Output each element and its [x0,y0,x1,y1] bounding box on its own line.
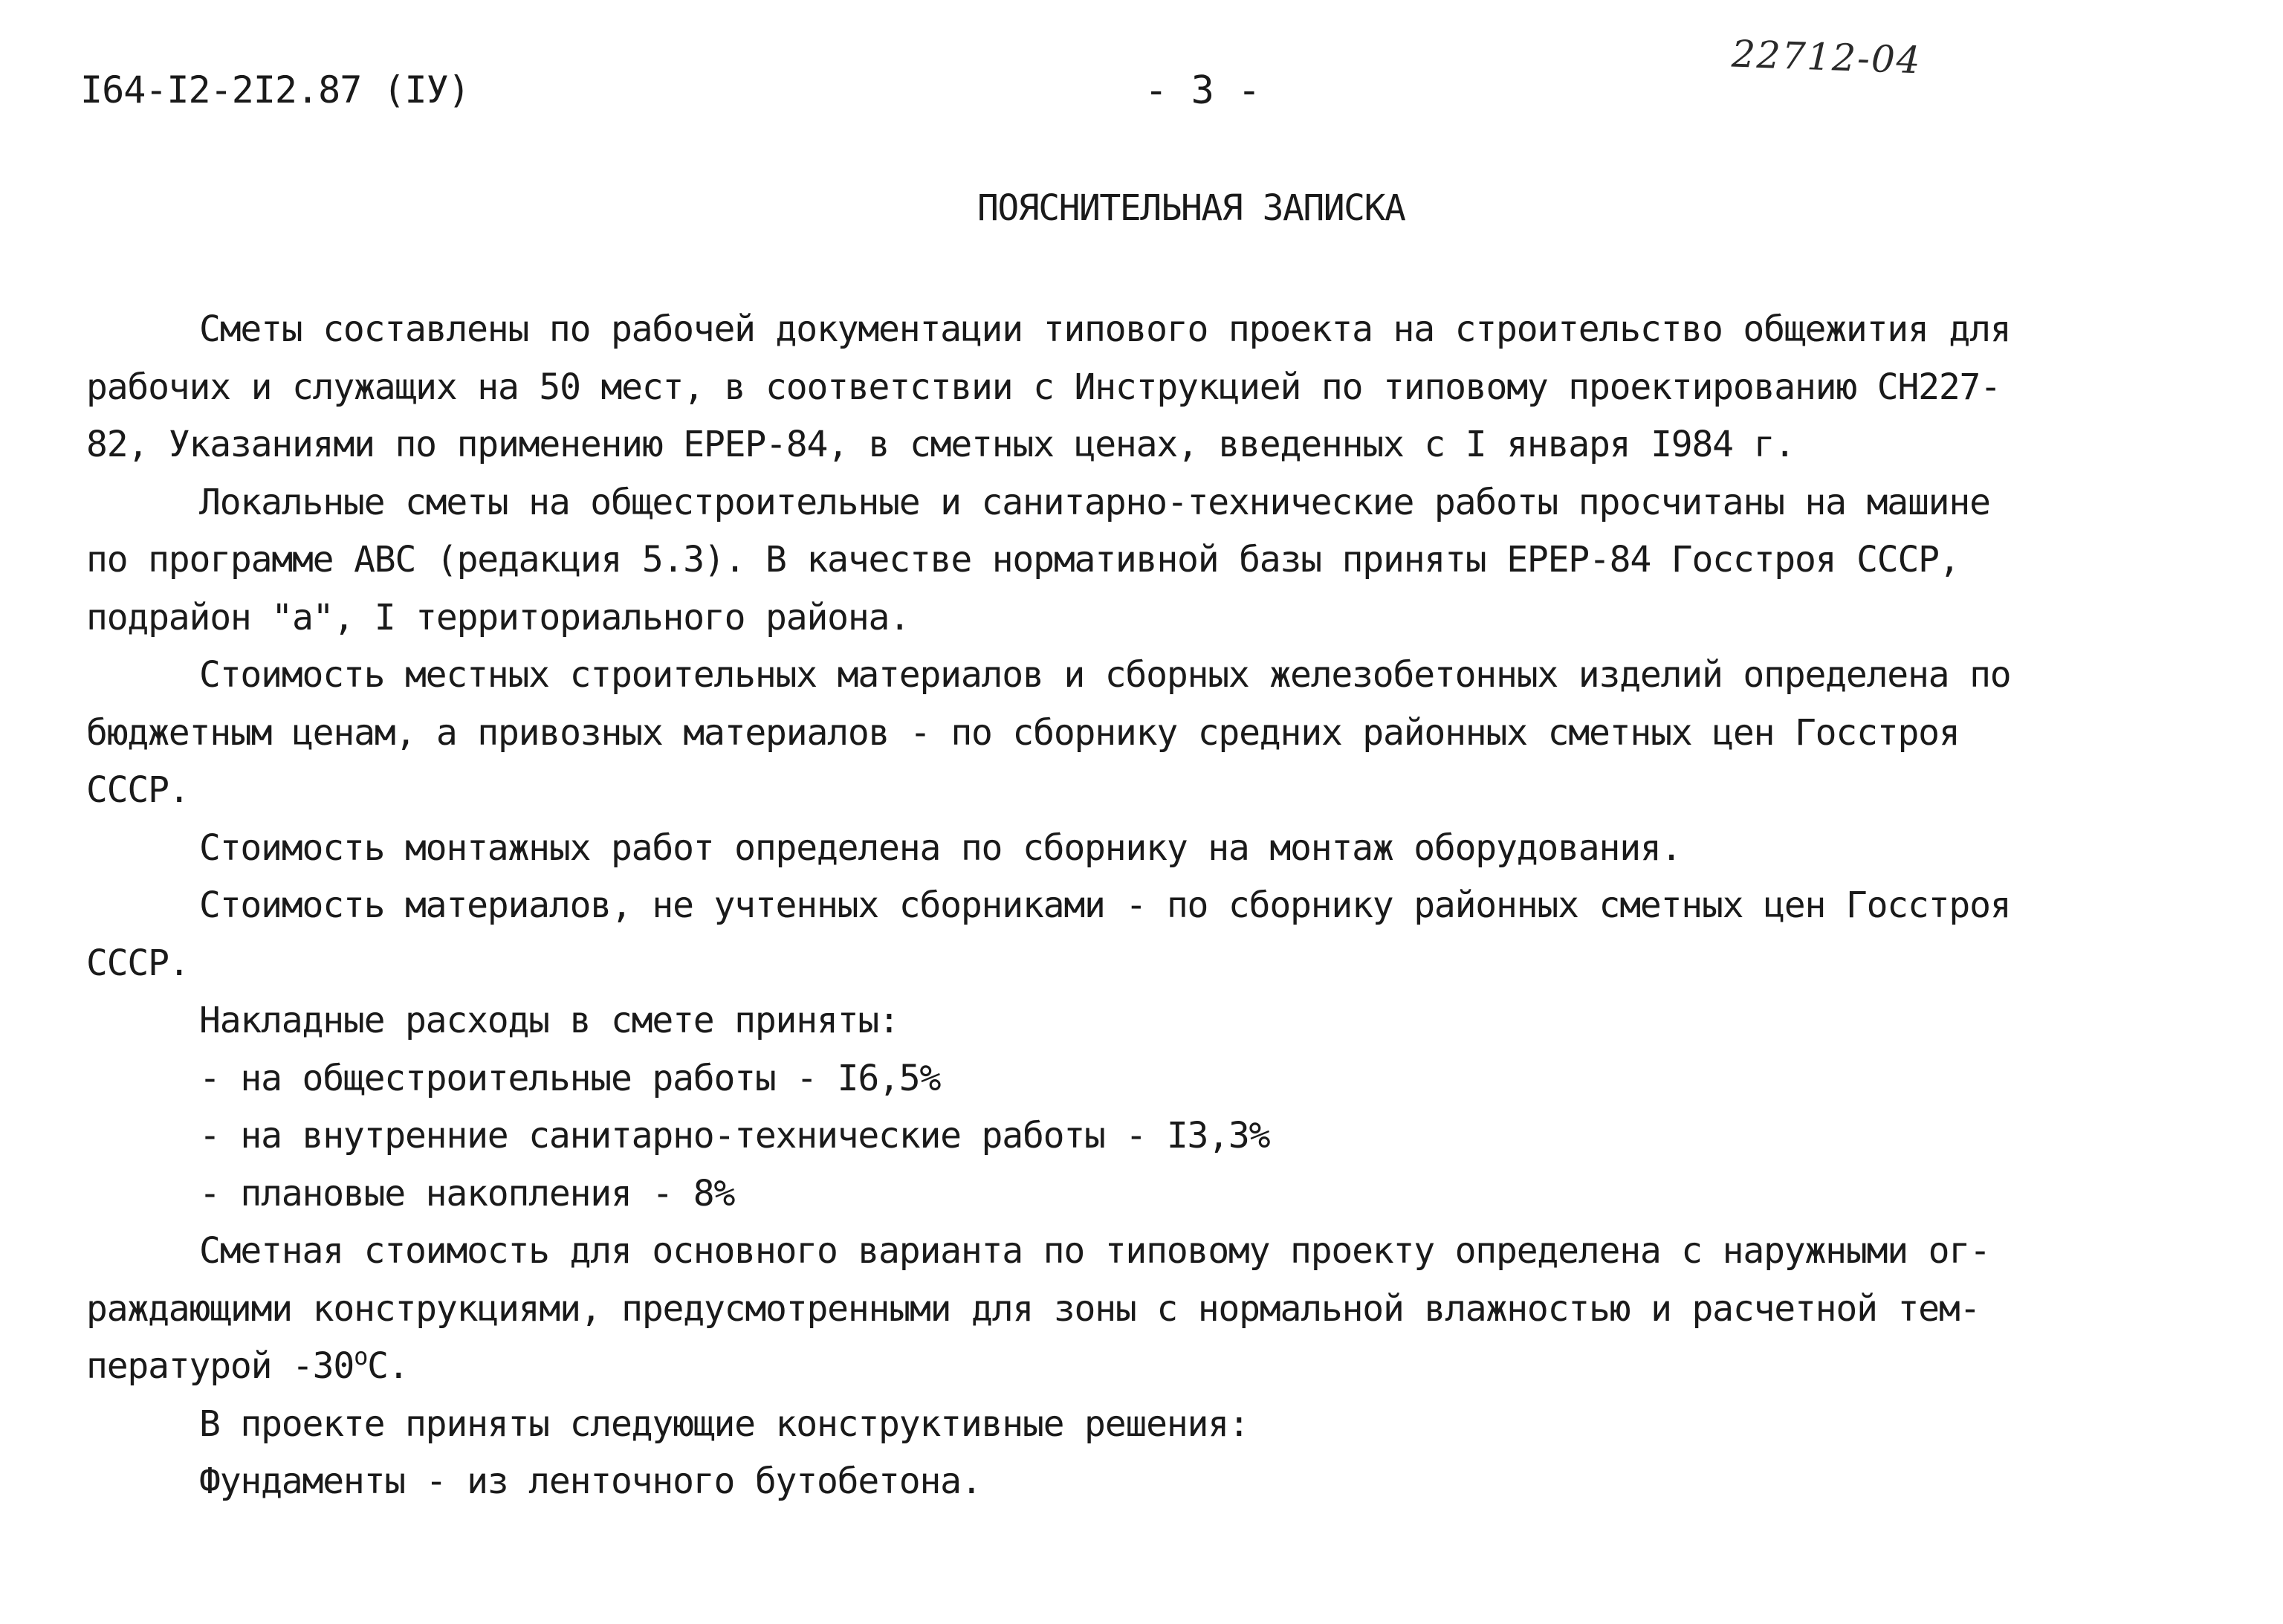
text-line-content: бюджетным ценам, а привозных материалов - по сборнику средних районных сметных цен Госстроя [86,711,1960,754]
text-line [86,762,2241,820]
text-line-content: Сметная стоимость для основного варианта по типовому проекту определена с наружными ог- [199,1230,1990,1272]
text-line [86,359,2241,417]
text-line-content: Стоимость местных строительных материалов и сборных железобетонных изделий определена по [199,654,2011,696]
text-line-content: СССР. [86,769,190,811]
text-line [86,589,2241,647]
text-line [86,531,2241,589]
text-line [86,301,2241,359]
text-line [86,877,2241,935]
handwritten-number: 22712-04 [1731,32,1923,83]
text-line-content: Стоимость материалов, не учтенных сборниками - по сборнику районных сметных цен Госстроя [199,884,2011,926]
text-line-content: раждающими конструкциями, предусмотренными для зоны с нормальной влажностью и расчетной тем- [86,1287,1981,1330]
text-line-content: - на внутренние санитарно-технические работы - I3,3% [199,1115,1270,1156]
text-line-content: 82, Указаниями по применению ЕРЕР-84, в сметных ценах, введенных с I января I984 г. [86,424,1795,465]
text-line-content: рабочих и служащих на 50 мест, в соответствии с Инструкцией по типовому проектированию СН227- [86,366,2001,408]
explanatory-note-body [86,301,2241,1511]
text-line-content: Накладные расходы в смете приняты: [199,1000,899,1041]
degree-sign: о [354,1342,368,1371]
text-line [86,1050,2241,1108]
text-line [86,1453,2241,1511]
text-line-content: В проекте приняты следующие конструктивные решения: [199,1403,1249,1445]
text-line-content: СССР. [86,942,190,984]
text-line-content: Сметы составлены по рабочей документации типового проекта на строительство общежития для [199,308,2011,350]
text-line [86,1338,2241,1396]
text-line-content: по программе АВС (редакция 5.3). В качестве нормативной базы приняты ЕРЕР-84 Госстроя СССР, [86,539,1960,580]
document-code: I64-I2-2I2.87 (IУ) [80,68,470,111]
text-line [86,647,2241,705]
text-line-suffix: С. [367,1345,409,1387]
text-line [86,935,2241,993]
text-line-content: - плановые накопления - 8% [199,1172,735,1214]
text-line [86,1396,2241,1454]
text-line [86,1107,2241,1165]
text-line-content: Стоимость монтажных работ определена по сборнику на монтаж оборудования. [199,826,1682,869]
text-line [86,705,2241,763]
text-line-content: Фундаменты - из ленточного бутобетона. [199,1460,982,1502]
page-number: - 3 - [1144,68,1261,113]
text-line [86,992,2241,1050]
text-line [86,474,2241,532]
text-line [86,820,2241,878]
text-line [86,1165,2241,1223]
document-title: ПОЯСНИТЕЛЬНАЯ ЗАПИСКА [977,187,1405,229]
text-line [86,1281,2241,1339]
text-line-content: пературой -30 [86,1345,354,1387]
text-line-content: Локальные сметы на общестроительные и санитарно-технические работы просчитаны на машине [199,481,1990,523]
text-line-content: - на общестроительные работы - I6,5% [199,1057,941,1099]
text-line [86,416,2241,474]
text-line [86,1223,2241,1281]
text-line-content: подрайон "а", I территориального района. [86,596,910,638]
